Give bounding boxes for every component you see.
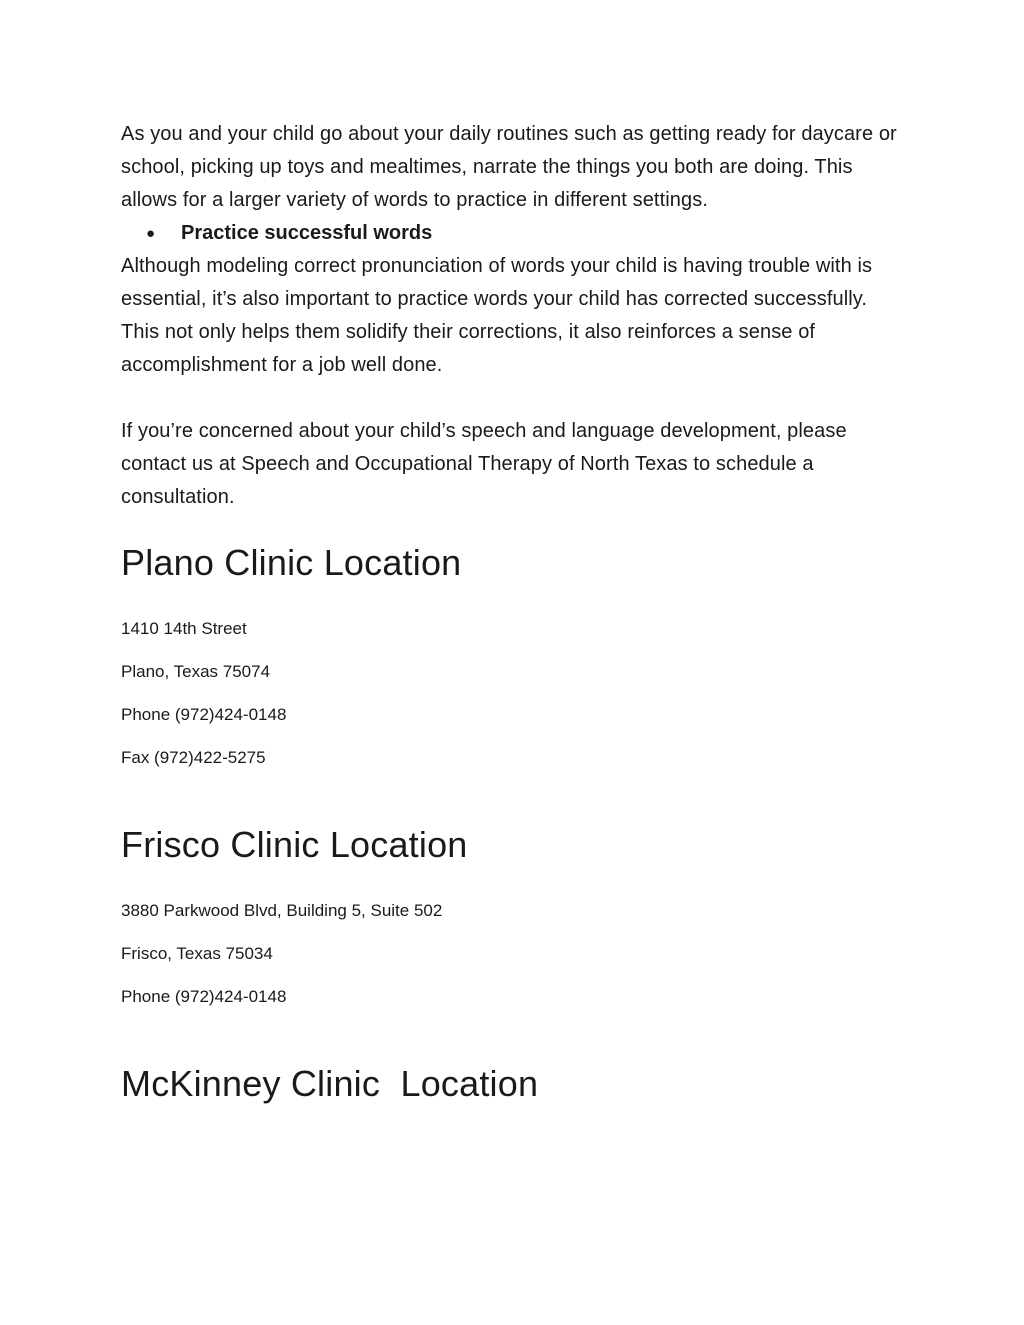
intro-paragraph-contact: If you’re concerned about your child’s speech and language development, please contact us at Speech and Occupational Therapy of North Texas to schedule a consultation. (121, 420, 847, 508)
bullet-heading: Practice successful words (181, 222, 433, 244)
mckinney-clinic-heading: McKinney Clinic Location (121, 1063, 539, 1104)
plano-phone: Phone (972)424-0148 (121, 705, 287, 724)
plano-clinic-heading: Plano Clinic Location (121, 542, 462, 583)
frisco-city: Frisco, Texas 75034 (121, 944, 273, 963)
plano-street: 1410 14th Street (121, 619, 247, 638)
intro-paragraph-narrate: As you and your child go about your daily routines such as getting ready for daycare or school, picking up toys and mealtimes, narrate the things you both are doing. This allows for a larger variety of words to practice in different settings. (121, 123, 897, 211)
document-page (121, 118, 911, 1106)
intro-paragraph-practice: Although modeling correct pronunciation of words your child is having trouble with is essential, it’s also important to practice words your child has corrected successfully. This not only helps them solidify their corrections, it also reinforces a sense of accomplishment for a job well done. (121, 255, 873, 376)
frisco-phone: Phone (972)424-0148 (121, 987, 287, 1006)
paragraph-spacer (121, 382, 911, 415)
plano-city: Plano, Texas 75074 (121, 662, 271, 681)
bullet-item-practice-successful-words (121, 217, 911, 250)
frisco-street: 3880 Parkwood Blvd, Building 5, Suite 502 (121, 901, 443, 920)
plano-fax: Fax (972)422-5275 (121, 748, 266, 767)
bullet-icon: ● (146, 225, 156, 242)
frisco-clinic-heading: Frisco Clinic Location (121, 824, 468, 865)
